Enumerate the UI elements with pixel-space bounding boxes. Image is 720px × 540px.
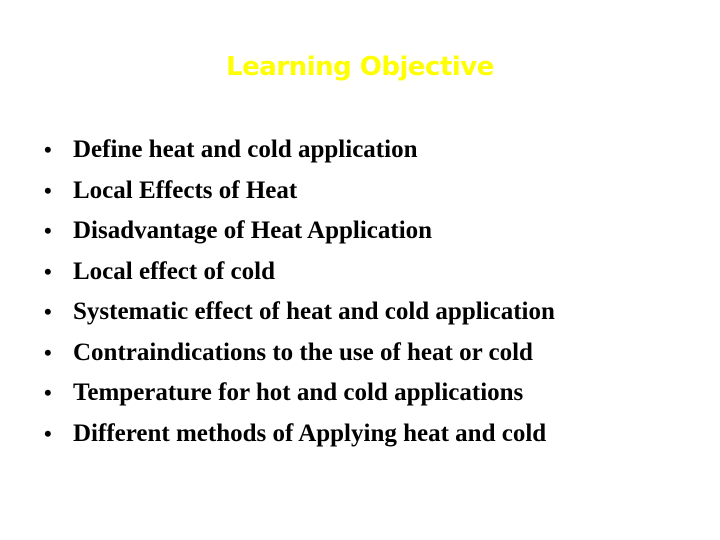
list-item-text: Disadvantage of Heat Application [73, 217, 433, 245]
list-item-text: Different methods of Applying heat and cold [73, 419, 547, 447]
bullet-icon: • [44, 177, 52, 203]
list-item-text: Define heat and cold application [73, 136, 418, 164]
list-item [44, 414, 555, 455]
list-item [44, 373, 555, 414]
bullet-icon: • [44, 420, 52, 446]
objectives-list [44, 130, 555, 454]
list-item [44, 292, 555, 333]
list-item-text: Temperature for hot and cold applications [73, 379, 524, 407]
bullet-icon: • [44, 218, 52, 244]
list-item-text: Local Effects of Heat [73, 176, 298, 204]
list-item [44, 333, 555, 374]
bullet-icon: • [44, 299, 52, 325]
list-item [44, 130, 555, 171]
list-item-text: Local effect of cold [73, 257, 276, 285]
slide-title: Learning Objective [226, 52, 494, 82]
list-item-text: Contraindications to the use of heat or cold [73, 338, 533, 366]
bullet-icon: • [44, 380, 52, 406]
list-item [44, 211, 555, 252]
bullet-icon: • [44, 339, 52, 365]
bullet-icon: • [44, 258, 52, 284]
list-item-text: Systematic effect of heat and cold application [73, 298, 555, 326]
list-item [44, 171, 555, 212]
list-item [44, 252, 555, 293]
bullet-icon: • [44, 137, 52, 163]
